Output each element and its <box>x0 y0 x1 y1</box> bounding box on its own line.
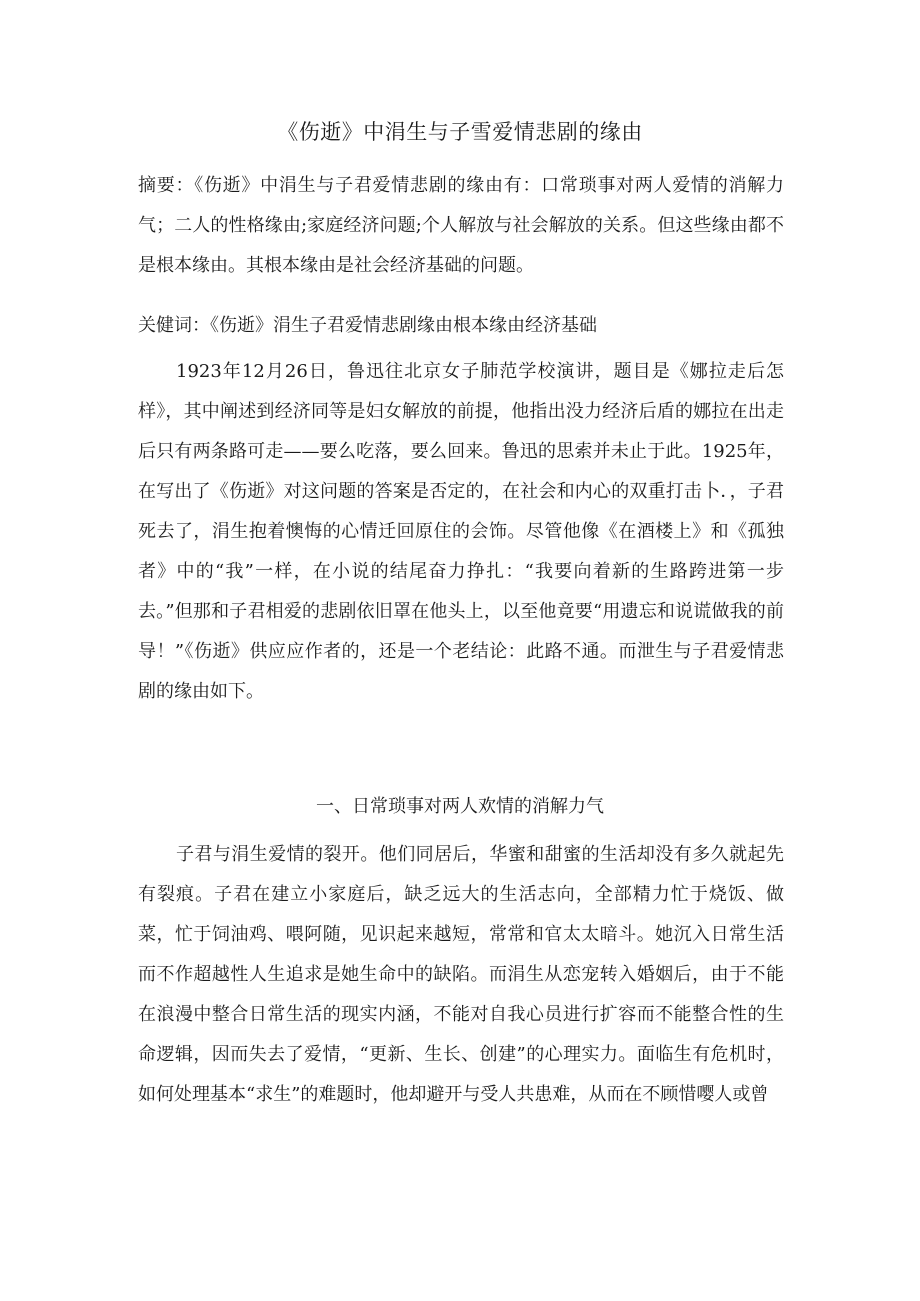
abstract-paragraph: 摘要：《伤逝》中涓生与子君爱情悲剧的缘由有：口常琐事对两人爱情的消解力气；二人的性格缘由;家庭经济问题;个人解放与社会解放的关系。但这些缘由都不是根本缘由。其根本缘由是社会经济基础的问题。 <box>138 175 784 276</box>
body-paragraph-1: 1923年12月26日，鲁迅往北京女子肺范学校演讲，题目是《娜拉走后怎样》，其中阐述到经济同等是妇女解放的前提，他指出没力经济后盾的娜拉在出走后只有两条路可走——要么吃落，要么回来。鲁迅的思索并未止于此。1925年，在写出了《伤逝》对这问题的答案是否定的，在社会和内心的双重打击卜．，子君死去了，涓生抱着懊悔的心情迁回原住的会饰。尽管他像《在酒楼上》和《孤独者》中的“我”一样，在小说的结尾奋力挣扎：“我要向着新的生路跨进第一步去。”但那和子君相爱的悲剧依旧罩在他头上，以至他竟要“用遗忘和说谎做我的前导！”《伤逝》供应应作者的，还是一个老结论：此路不通。而泄生与子君爱情悲剧的缘由如下。 <box>138 361 784 702</box>
body-paragraph-2: 子君与涓生爱情的裂开。他们同居后，华蜜和甜蜜的生活却没有多久就起先有裂痕。子君在建立小家庭后，缺乏远大的生活志向，全部精力忙于烧饭、做菜，忙于饲油鸡、喂阿随，见识起来越短，常常和官太太暗斗。她沉入日常生活而不作超越性人生追求是她生命中的缺陷。而涓生从恋宠转入婚姻后，由于不能在浪漫中整合日常生活的现实内涵，不能对自我心员进行扩容而不能整合性的生命逻辑，因而失去了爱情，“更新、生长、创建”的心理实力。面临生有危机时，如何处理基本“求生”的难题时，他却避开与受人共患难，从而在不顾惜嘤人或曾 <box>138 844 784 1105</box>
keywords-line: 关健词：《伤逝》涓生子君爱情悲剧缘由根本缘由经济基础 <box>138 315 597 336</box>
section-heading-1: 一、日常琐事对两人欢情的消解力气 <box>316 796 604 817</box>
document-title: 《伤逝》中涓生与子雪爱情悲剧的缘由 <box>277 120 643 144</box>
